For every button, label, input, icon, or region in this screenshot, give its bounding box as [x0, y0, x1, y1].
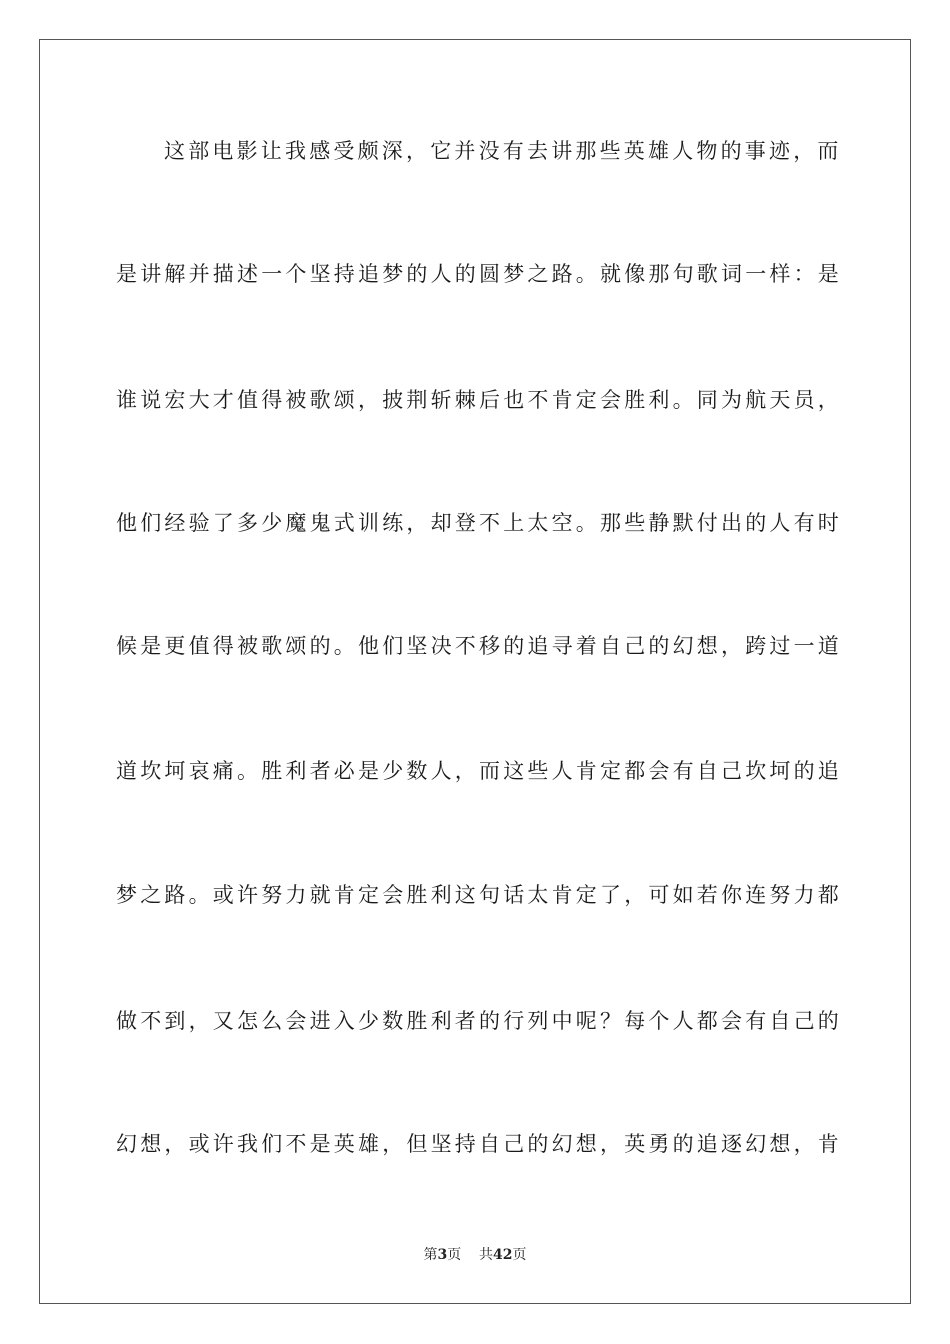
page-number: 3 [437, 1247, 448, 1263]
text-line-5: 候是更值得被歌颂的。他们坚决不移的追寻着自己的幻想，跨过一道 [116, 634, 842, 658]
text-line-8: 做不到，又怎么会进入少数胜利者的行列中呢？每个人都会有自己的 [116, 1009, 842, 1033]
text-line-1: 这部电影让我感受颇深，它并没有去讲那些英雄人物的事迹，而 [164, 139, 842, 163]
page-footer [0, 1245, 950, 1265]
text-line-3: 谁说宏大才值得被歌颂，披荆斩棘后也不肯定会胜利。同为航天员， [116, 388, 842, 412]
text-line-6: 道坎坷哀痛。胜利者必是少数人，而这些人肯定都会有自己坎坷的追 [116, 759, 842, 783]
text-line-2: 是讲解并描述一个坚持追梦的人的圆梦之路。就像那句歌词一样：是 [116, 262, 842, 286]
text-line-9: 幻想，或许我们不是英雄，但坚持自己的幻想，英勇的追逐幻想，肯 [116, 1132, 842, 1156]
total-pages: 42 [493, 1247, 513, 1263]
text-line-4: 他们经验了多少魔鬼式训练，却登不上太空。那些静默付出的人有时 [116, 511, 842, 535]
total-suffix: 页 [512, 1247, 527, 1263]
page-prefix: 第 [423, 1247, 438, 1263]
text-line-7: 梦之路。或许努力就肯定会胜利这句话太肯定了，可如若你连努力都 [116, 883, 842, 907]
page-suffix: 页 [447, 1247, 462, 1263]
page-border [39, 39, 911, 1304]
total-prefix: 共 [479, 1247, 494, 1263]
